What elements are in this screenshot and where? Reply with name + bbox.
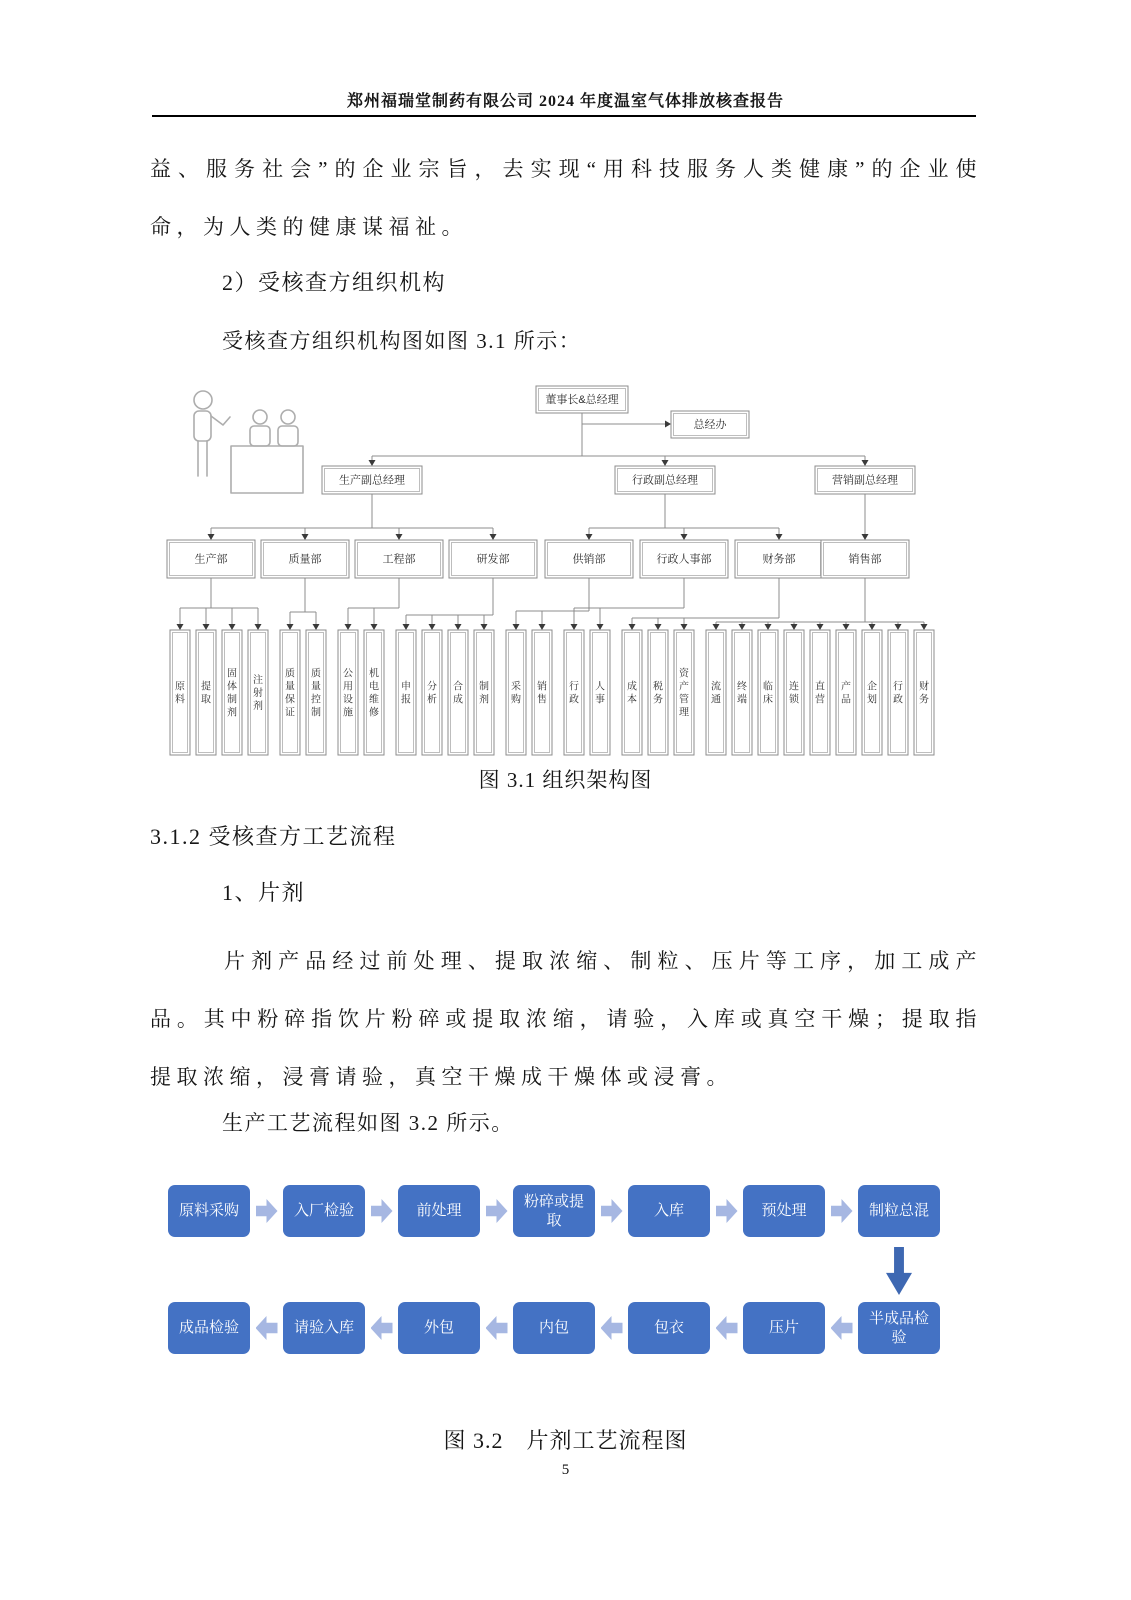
org-box-unit	[836, 630, 856, 755]
svg-text:申报: 申报	[401, 681, 411, 706]
paragraph-tablet-process: 片剂产品经过前处理、提取浓缩、制粒、压片等工序，加工成产品。其中粉碎指饮片粉碎或提取浓缩，请验，入库或真空干燥；提取指提取浓缩，浸膏请验，真空干燥成干燥体或浸膏。	[150, 949, 982, 1089]
arrow-down-icon	[208, 534, 215, 540]
org-box-unit	[914, 630, 934, 755]
arrow-down-icon	[862, 460, 869, 466]
arrow-left-icon	[371, 1316, 393, 1340]
flow-step: 预处理	[743, 1185, 825, 1237]
arrow-down-icon	[229, 624, 236, 630]
svg-text:行政副总经理: 行政副总经理	[632, 474, 698, 487]
flow-step: 请验入库	[283, 1302, 365, 1354]
arrow-down-icon	[369, 460, 376, 466]
arrow-down-icon	[886, 1247, 912, 1295]
arrow-down-icon	[571, 624, 578, 630]
org-box-department	[449, 540, 537, 578]
org-box-unit	[674, 630, 694, 755]
arrow-right-icon	[601, 1199, 623, 1223]
org-chart-figure	[165, 378, 947, 764]
svg-text:流通: 流通	[711, 681, 721, 706]
svg-text:研发部: 研发部	[476, 553, 510, 566]
arrow-left-icon	[601, 1316, 623, 1340]
arrow-down-icon	[371, 624, 378, 630]
arrow-down-icon	[869, 624, 876, 630]
org-chart-svg	[165, 378, 947, 764]
svg-text:分析: 分析	[427, 681, 437, 706]
svg-text:人事: 人事	[595, 681, 605, 706]
arrow-left-icon	[716, 1316, 738, 1340]
org-box-unit	[306, 630, 326, 755]
org-box-unit	[622, 630, 642, 755]
flow-step: 粉碎或提取	[513, 1185, 595, 1237]
flow-step: 入库	[628, 1185, 710, 1237]
arrow-right-icon	[486, 1199, 508, 1223]
arrow-right-icon	[371, 1199, 393, 1223]
page-number: 5	[561, 1462, 570, 1478]
arrow-left-icon	[256, 1316, 278, 1340]
arrow-down-icon	[862, 534, 869, 540]
svg-text:连锁: 连锁	[789, 681, 799, 706]
svg-text:终端: 终端	[737, 681, 747, 706]
arrow-down-icon	[287, 624, 294, 630]
arrow-down-icon	[302, 534, 309, 540]
svg-text:行政: 行政	[893, 681, 903, 706]
flow-step: 制粒总混	[858, 1185, 940, 1237]
heading-org-structure: 2）受核查方组织机构	[222, 270, 447, 295]
org-box-department	[821, 540, 909, 578]
arrow-down-icon	[776, 534, 783, 540]
org-box-unit	[648, 630, 668, 755]
org-box-executive	[615, 466, 715, 494]
svg-text:总经办: 总经办	[693, 419, 727, 431]
arrow-down-icon	[921, 624, 928, 630]
org-box-unit	[364, 630, 384, 755]
svg-text:直营: 直营	[815, 681, 825, 706]
org-box-unit	[280, 630, 300, 755]
svg-text:财务部: 财务部	[762, 553, 796, 566]
arrow-right-icon	[256, 1199, 278, 1223]
org-box-unit	[474, 630, 494, 755]
arrow-down-icon	[791, 624, 798, 630]
org-box-unit	[758, 630, 778, 755]
org-box-unit	[564, 630, 584, 755]
arrow-down-icon	[662, 460, 669, 466]
arrow-down-icon	[629, 624, 636, 630]
svg-text:固体制剂: 固体制剂	[227, 668, 237, 719]
presenter-clipart-icon	[194, 391, 303, 493]
flow-step: 原料采购	[168, 1185, 250, 1237]
svg-text:产品: 产品	[841, 681, 851, 706]
org-box-executive	[815, 466, 915, 494]
figure-3-2-caption: 图 3.2 片剂工艺流程图	[443, 1428, 688, 1453]
arrow-left-icon	[831, 1316, 853, 1340]
org-box-unit	[170, 630, 190, 755]
arrow-down-icon	[203, 624, 210, 630]
org-box-unit	[706, 630, 726, 755]
arrow-down-icon	[895, 624, 902, 630]
org-box-office	[671, 411, 749, 438]
svg-text:企划: 企划	[867, 681, 877, 706]
flow-step: 压片	[743, 1302, 825, 1354]
svg-text:成本: 成本	[627, 681, 637, 706]
org-box-department	[640, 540, 728, 578]
paragraph-flow-intro: 生产工艺流程如图 3.2 所示。	[222, 1111, 514, 1135]
arrow-down-icon	[513, 624, 520, 630]
arrow-down-icon	[765, 624, 772, 630]
org-box-department	[355, 540, 443, 578]
svg-text:公用设施: 公用设施	[343, 668, 353, 719]
heading-tablet: 1、片剂	[222, 880, 306, 905]
svg-text:营销副总经理: 营销副总经理	[832, 474, 898, 487]
arrow-down-icon	[481, 624, 488, 630]
arrow-down-icon	[739, 624, 746, 630]
arrow-right-icon	[665, 421, 671, 428]
svg-text:税务: 税务	[653, 681, 663, 706]
svg-text:销售: 销售	[537, 681, 547, 706]
arrow-down-icon	[177, 624, 184, 630]
flow-step: 包衣	[628, 1302, 710, 1354]
svg-text:行政: 行政	[569, 681, 579, 706]
svg-text:提取: 提取	[201, 681, 211, 706]
svg-text:资产管理: 资产管理	[679, 668, 689, 719]
svg-text:生产部: 生产部	[194, 553, 228, 566]
arrow-down-icon	[655, 624, 662, 630]
flow-row-top	[168, 1185, 940, 1237]
org-box-unit	[862, 630, 882, 755]
svg-text:注射剂: 注射剂	[253, 675, 263, 712]
svg-text:质量保证: 质量保证	[285, 668, 295, 719]
flow-step: 内包	[513, 1302, 595, 1354]
svg-text:原料: 原料	[175, 681, 185, 706]
org-box-unit	[338, 630, 358, 755]
svg-text:制剂: 制剂	[479, 681, 489, 706]
org-box-department	[261, 540, 349, 578]
figure-3-1-caption: 图 3.1 组织架构图	[478, 768, 653, 792]
arrow-down-icon	[396, 534, 403, 540]
flow-step: 半成品检验	[858, 1302, 940, 1354]
arrow-down-icon	[817, 624, 824, 630]
arrow-down-icon	[490, 534, 497, 540]
arrow-down-icon	[429, 624, 436, 630]
svg-text:销售部: 销售部	[848, 553, 882, 566]
svg-text:生产副总经理: 生产副总经理	[339, 474, 405, 487]
org-box-unit	[506, 630, 526, 755]
arrow-down-icon	[713, 624, 720, 630]
org-box-root	[536, 386, 628, 413]
org-box-unit	[448, 630, 468, 755]
arrow-down-icon	[345, 624, 352, 630]
flow-step: 成品检验	[168, 1302, 250, 1354]
org-box-unit	[532, 630, 552, 755]
org-box-unit	[784, 630, 804, 755]
svg-text:质量控制: 质量控制	[311, 668, 321, 719]
org-box-unit	[222, 630, 242, 755]
svg-text:机电维修: 机电维修	[369, 668, 379, 719]
paragraph-mission: 益、服务社会”的企业宗旨，去实现“用科技服务人类健康”的企业使命，为人类的健康谋福祉。	[150, 157, 982, 239]
arrow-down-icon	[313, 624, 320, 630]
svg-text:合成: 合成	[453, 681, 463, 706]
arrow-down-icon	[539, 624, 546, 630]
arrow-right-icon	[831, 1199, 853, 1223]
org-box-executive	[322, 466, 422, 494]
svg-text:工程部: 工程部	[382, 553, 416, 566]
arrow-down-icon	[681, 534, 688, 540]
heading-3-1-2: 3.1.2 受核查方工艺流程	[150, 824, 397, 849]
arrow-down-icon	[455, 624, 462, 630]
svg-text:供销部: 供销部	[572, 553, 606, 566]
svg-text:董事长&总经理: 董事长&总经理	[545, 394, 619, 406]
arrow-down-icon	[255, 624, 262, 630]
org-box-department	[735, 540, 823, 578]
org-box-unit	[810, 630, 830, 755]
org-box-unit	[422, 630, 442, 755]
arrow-down-icon	[597, 624, 604, 630]
org-box-unit	[248, 630, 268, 755]
arrow-down-icon	[843, 624, 850, 630]
svg-text:质量部: 质量部	[288, 553, 322, 566]
arrow-down-icon	[586, 534, 593, 540]
arrow-left-icon	[486, 1316, 508, 1340]
org-box-unit	[888, 630, 908, 755]
org-box-unit	[396, 630, 416, 755]
arrow-down-icon	[681, 624, 688, 630]
org-box-department	[167, 540, 255, 578]
flow-step: 外包	[398, 1302, 480, 1354]
org-box-unit	[732, 630, 752, 755]
header-divider	[152, 115, 976, 117]
arrow-right-icon	[716, 1199, 738, 1223]
flow-step: 前处理	[398, 1185, 480, 1237]
svg-text:采购: 采购	[511, 681, 521, 706]
page-header-title: 郑州福瑞堂制药有限公司 2024 年度温室气体排放核查报告	[346, 93, 784, 110]
svg-text:行政人事部: 行政人事部	[656, 553, 712, 566]
flow-step: 入厂检验	[283, 1185, 365, 1237]
svg-text:财务: 财务	[919, 681, 929, 706]
arrow-down-icon	[403, 624, 410, 630]
paragraph-org-intro: 受核查方组织机构图如图 3.1 所示：	[222, 329, 582, 353]
org-box-unit	[196, 630, 216, 755]
org-box-unit	[590, 630, 610, 755]
org-box-department	[545, 540, 633, 578]
svg-text:临床: 临床	[763, 681, 773, 706]
flow-row-bottom	[168, 1302, 940, 1354]
